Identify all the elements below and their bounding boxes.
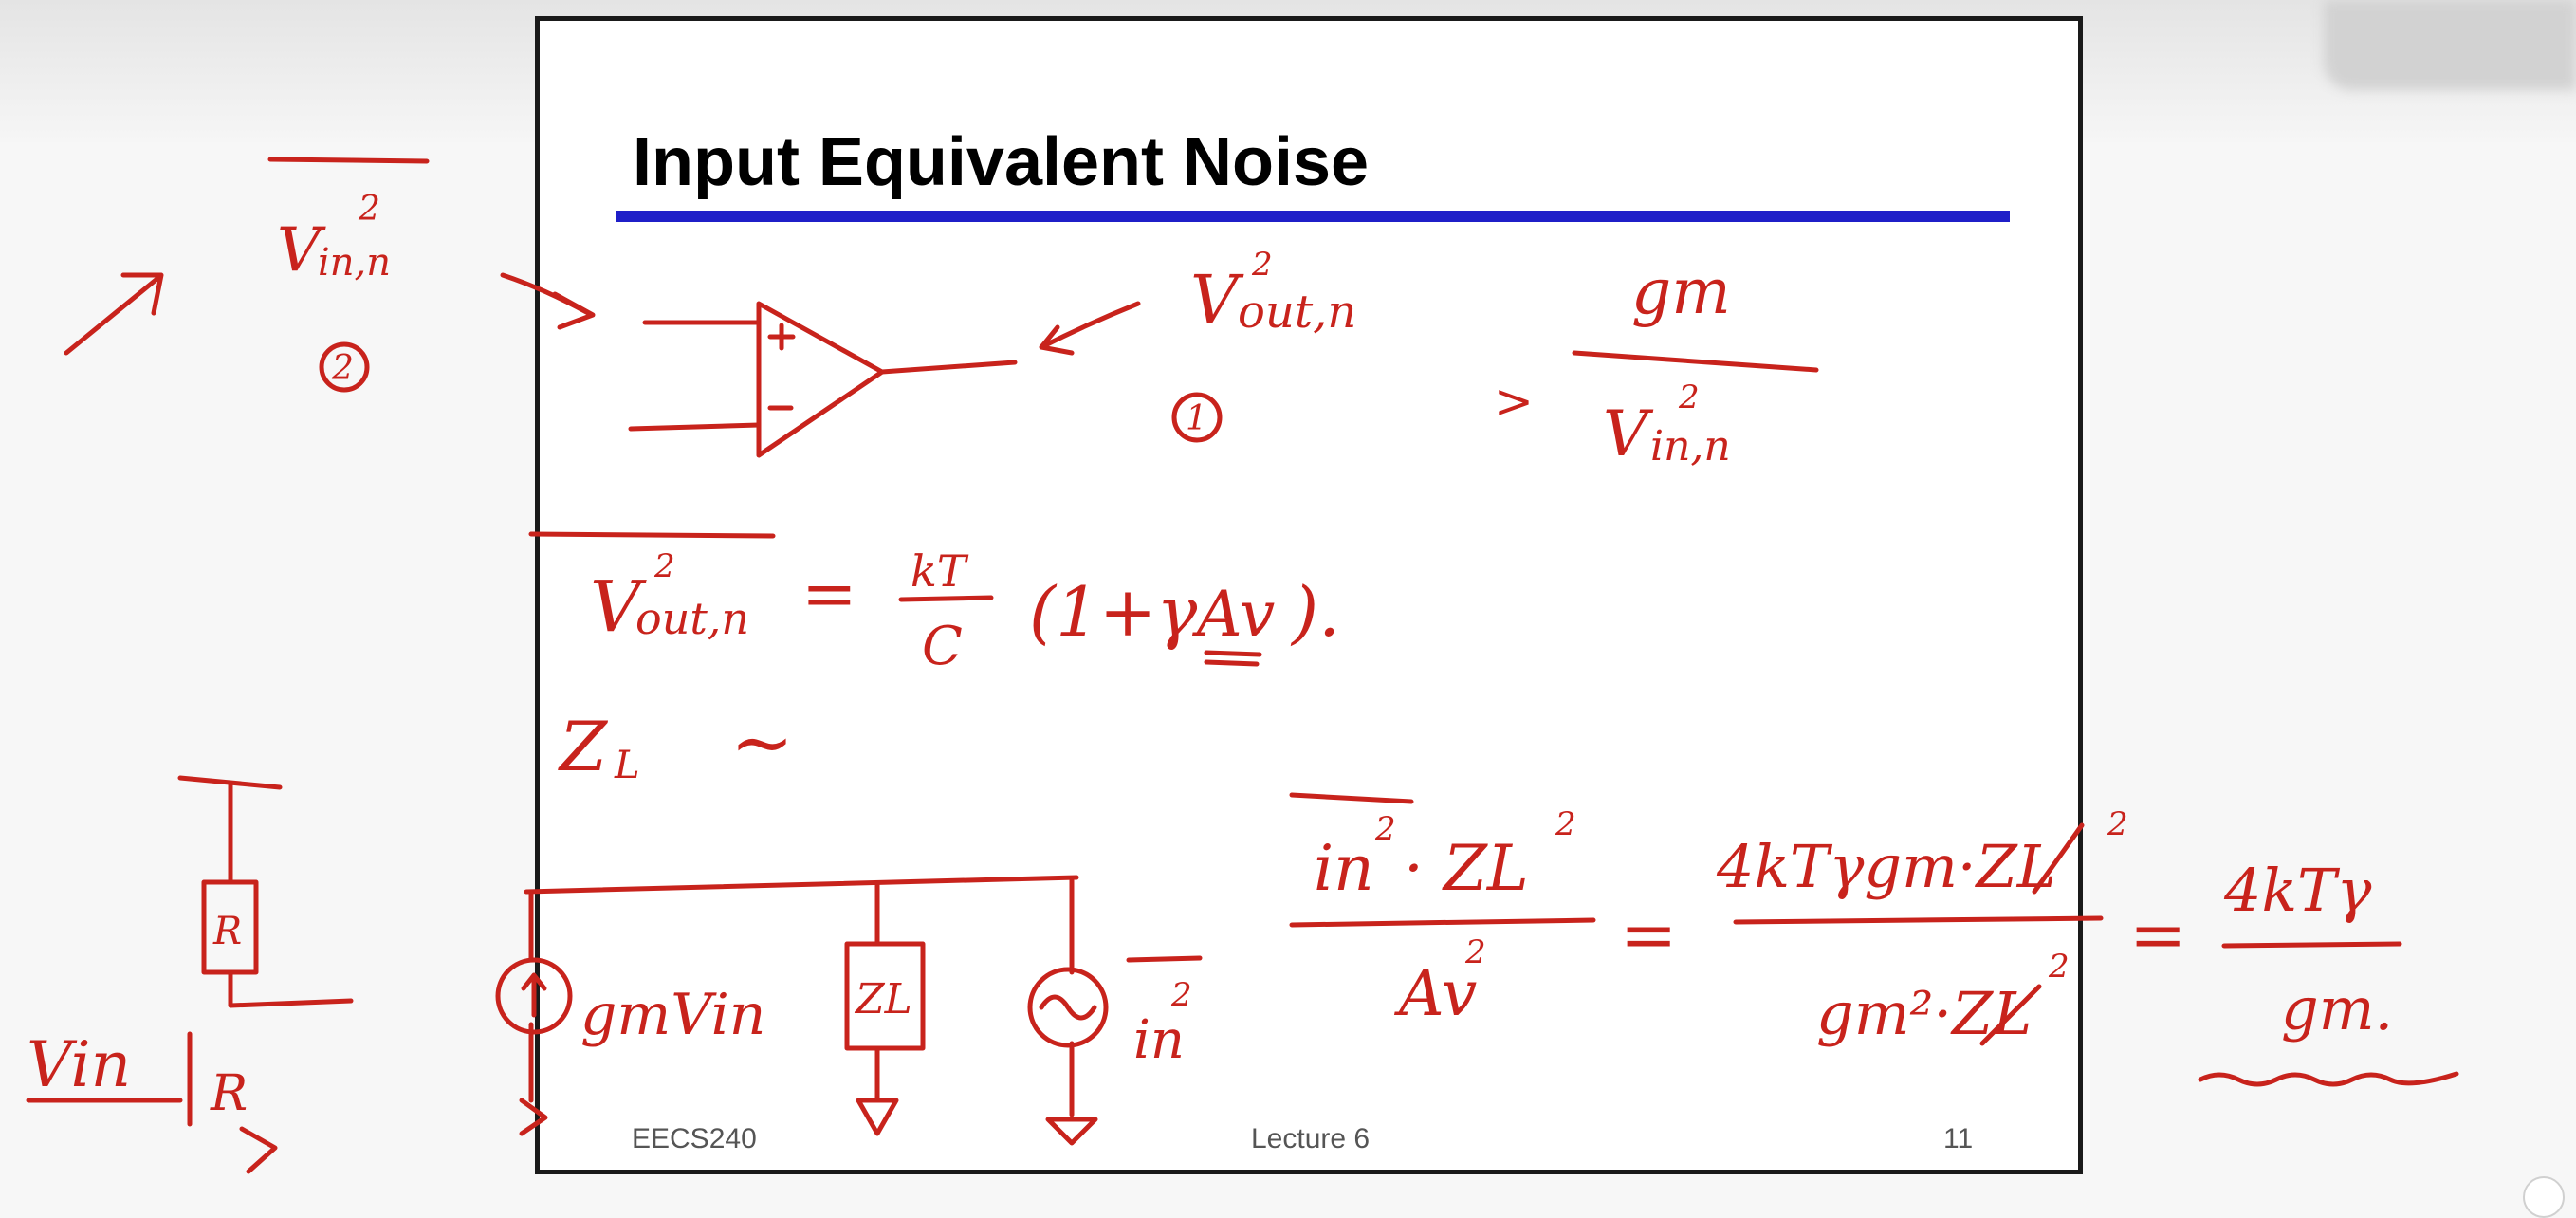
frac3-fraction-bar [2224, 944, 2400, 946]
left-vin-label: Vin [27, 1028, 132, 1101]
frac1-av: Av [1399, 957, 1478, 1030]
gain-ratio-annotation [1494, 255, 1816, 471]
step-two-label: 2 [332, 349, 354, 388]
op-amp-triangle [759, 304, 882, 455]
noise-in-label: in [1133, 1009, 1185, 1071]
input-noise-annotation [66, 159, 593, 390]
frac2-fraction-bar [1736, 918, 2101, 922]
footer-course: EECS240 [632, 1123, 757, 1154]
frac1-in-superscript: 2 [1375, 810, 1396, 848]
noise-in-overbar [1129, 958, 1200, 960]
zl-tilde: ~ [730, 698, 795, 786]
eq-lhs-superscript: 2 [654, 547, 675, 585]
output-noise-superscript: 2 [1252, 246, 1273, 284]
eq-kt-fraction-bar [901, 598, 991, 600]
source-ground-mark [522, 1100, 545, 1134]
frac3-numerator: 4kTγ [2224, 856, 2372, 925]
input-noise-v: V [277, 215, 322, 286]
circuit-top-rail [526, 877, 1076, 892]
frac1-av-superscript: 2 [1465, 933, 1486, 971]
left-resistor-label: R [213, 910, 243, 953]
gain-arrow-symbol: > [1494, 374, 1534, 429]
slide-title: Input Equivalent Noise [633, 124, 1370, 200]
gain-numerator: gm [1631, 255, 1731, 328]
zl-subscript: L [615, 744, 640, 787]
left-resistor-2-label: R [211, 1065, 248, 1122]
frac2-denominator: gm²·ZL [1816, 979, 2033, 1048]
frac1-zl: · ZL [1404, 832, 1529, 905]
left-side-circuit [27, 778, 351, 1172]
av-underline-mark [1206, 653, 1260, 664]
output-noise-equation [531, 534, 1340, 677]
frac2-denominator-superscript: 2 [2049, 948, 2070, 986]
overbar-line [270, 159, 427, 161]
gain-denominator-subscript: in,n [1650, 422, 1731, 471]
frac1-zl-superscript: 2 [1555, 805, 1576, 843]
left-ground-mark [242, 1129, 275, 1172]
eq-paren-close: ). [1292, 572, 1340, 652]
gain-denominator-superscript: 2 [1679, 378, 1700, 416]
eq-lhs-v: V [590, 566, 641, 648]
eq-lhs-subscript: out,n [635, 593, 750, 644]
result-wavy-underline [2200, 1074, 2456, 1084]
gain-denominator-v: V [1603, 397, 1648, 471]
step-one-label: 1 [1186, 399, 1207, 438]
arrow-from-output-icon [1041, 304, 1138, 353]
source-gmvin-label: gmVin [580, 982, 766, 1048]
load-ground-icon [858, 1100, 896, 1134]
noise-ground-icon [1048, 1119, 1095, 1143]
op-amp-output-wire [882, 362, 1015, 372]
zl-letter: Z [560, 707, 608, 786]
noise-circuit-diagram [498, 877, 1200, 1143]
input-noise-superscript: 2 [359, 190, 380, 229]
output-noise-subscript: out,n [1238, 286, 1357, 339]
footer-page-number: 11 [1943, 1123, 1974, 1154]
current-arrow-icon [524, 975, 544, 1015]
output-noise-annotation [1174, 246, 1356, 440]
second-equals-sign: = [2129, 895, 2187, 974]
input-noise-subscript: in,n [318, 241, 392, 285]
load-zl-label: ZL [856, 975, 912, 1024]
diagonal-arrow-icon [66, 275, 161, 353]
footer-lecture: Lecture 6 [1251, 1123, 1371, 1154]
output-noise-v: V [1190, 261, 1239, 339]
op-amp-symbol [631, 304, 1138, 455]
plus-sign-icon [770, 325, 793, 348]
eq-c-denominator: C [922, 616, 963, 677]
op-amp-minus-input [631, 425, 759, 429]
input-referred-derivation [1292, 795, 2456, 1084]
eq-paren-open: (1+γ [1029, 572, 1198, 652]
equation-overbar [531, 534, 773, 536]
frac3-denominator: gm. [2281, 974, 2394, 1043]
arrow-to-amp-icon [503, 275, 593, 327]
frac2-numerator-superscript: 2 [2107, 805, 2128, 843]
eq-kt-numerator: kT [911, 545, 966, 597]
noise-in-superscript: 2 [1171, 976, 1192, 1014]
frac1-fraction-bar [1292, 920, 1593, 925]
eq-av-term: Av [1197, 578, 1276, 651]
zl-annotation [558, 698, 794, 787]
eq-equals-sign: = [801, 555, 857, 633]
video-player-control[interactable] [2523, 1176, 2565, 1218]
noise-wave-icon [1041, 997, 1095, 1018]
gain-fraction-bar [1574, 353, 1816, 370]
frac1-overbar [1292, 795, 1411, 802]
frac1-in: in [1314, 832, 1374, 905]
first-equals-sign: = [1620, 895, 1678, 974]
frac2-numerator: 4kTγgm·ZL [1717, 832, 2056, 901]
